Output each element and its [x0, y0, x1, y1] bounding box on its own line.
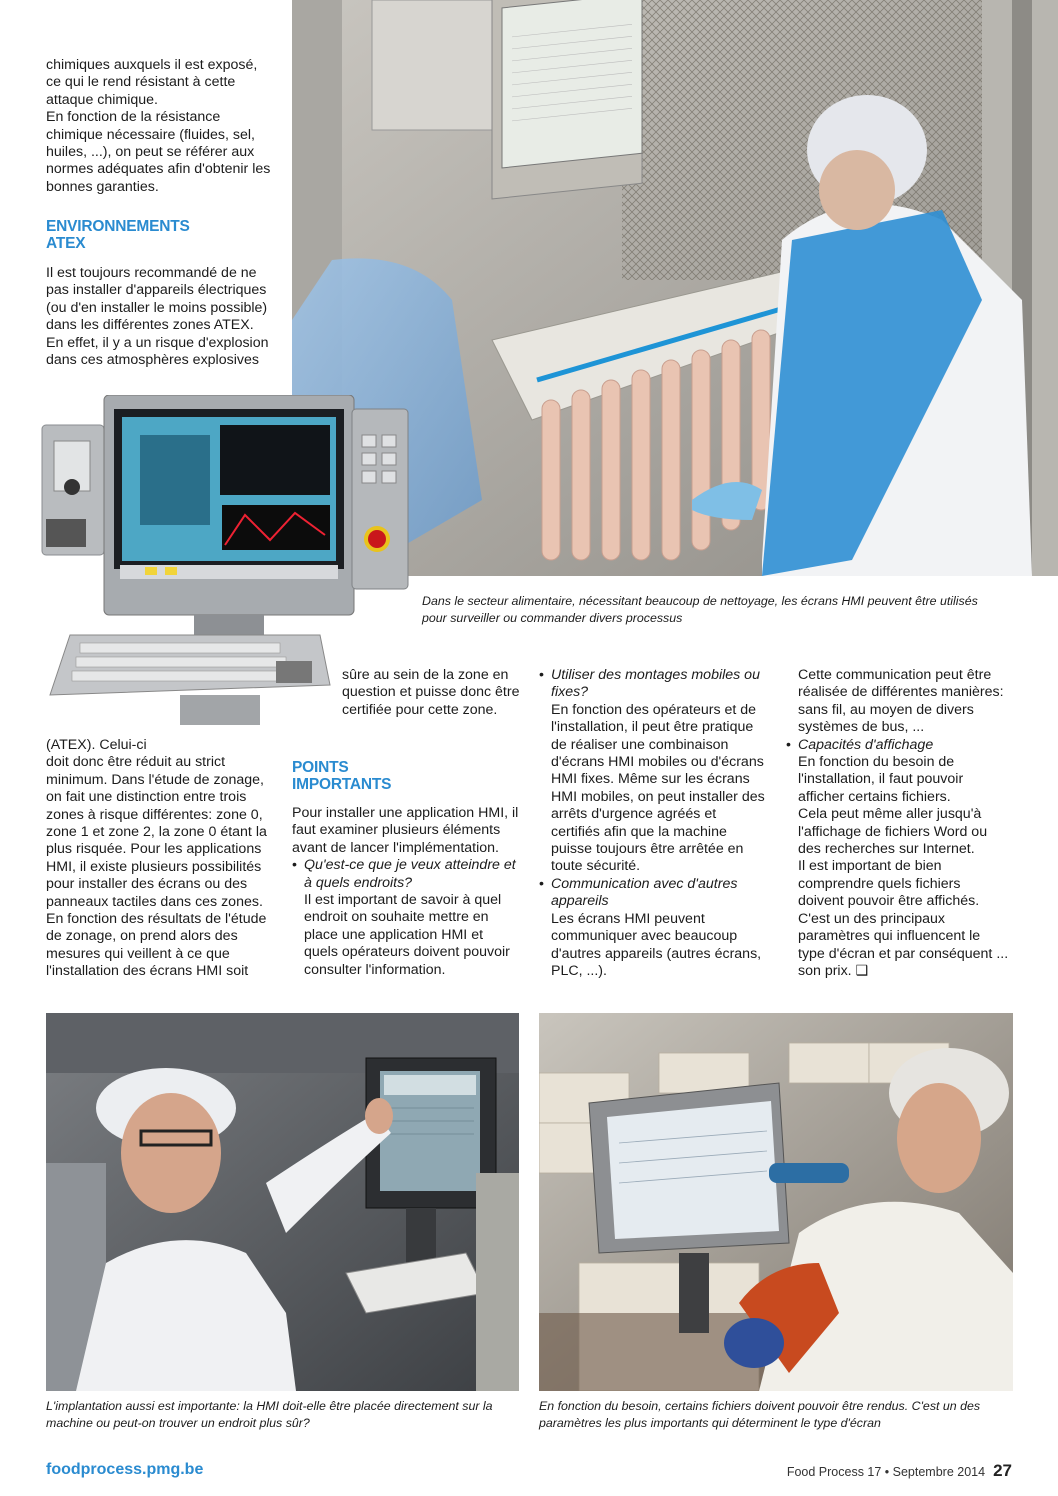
heading-environnements-atex [46, 219, 272, 252]
col2-bullet-1-title: • Qu'est-ce que je veux atteindre et à quels endroits? [304, 857, 516, 891]
col1-paragraph-4: En effet, il y a un risque d'explosion dans ces atmosphères explosives [46, 334, 269, 369]
col4-bullet-1-text-4-content: C'est un des principaux paramètres qui influencent le type d'écran et par conséquent ... son prix. [798, 910, 1009, 979]
col3-bullet-2 [539, 876, 767, 980]
col1-bottom-text [46, 737, 272, 981]
col4-text [786, 667, 1010, 980]
col1-paragraph-2: En fonction de la résistance chimique nécessaire (fluides, sel, huiles, ...), on peut se référer aux normes adéquates afin d'obtenir les bonnes garanties. [46, 109, 271, 195]
footer-issue: Food Process 17 • Septembre 2014 [786, 1465, 986, 1479]
col3-bullet-1-text: En fonction des opérateurs et de l'installation, il peut être pratique de réaliser une combinaison d'écrans HMI mobiles ou d'écrans HMI fixes. Même sur les écrans HMI mobiles, on peut installer des arrêts d'urgence agréés et certifiés afin que la machine puisse toujours être arrêtée en toute sécurité. [551, 701, 765, 875]
col3-text [539, 667, 767, 980]
col1-bottom-paragraph-2: doit donc être réduit au strict minimum. Dans l'étude de zonage, on fait une distinction entre trois zones à risque différentes: zone 0, zone 1 et zone 2, la zone 0 étant la plus risquée. Pour les applications HMI, il existe plusieurs possibilités pour installer des écrans ou des panneaux tactiles dans ces zones. En fonction des résultats de l'étude de zonage, on prend alors des mesures qui veillent à ce que l'installation des écrans HMI soit [46, 754, 267, 980]
caption-bottom-right: En fonction du besoin, certains fichiers doivent pouvoir être rendus. C'est un des paramètres les plus importants qui déterminent le type d'écran [539, 1399, 981, 1430]
col4-bullet-1-text-4 [798, 911, 1010, 981]
col4-bullet-1-title: • Capacités d'affichage [798, 736, 934, 753]
footer-right [787, 1461, 1012, 1481]
footer-url[interactable]: foodprocess.pmg.be [46, 1461, 204, 1478]
col2-intro: sûre au sein de la zone en question et puisse donc être certifiée pour cette zone. [342, 667, 520, 718]
col1-paragraph-3: Il est toujours recommandé de ne pas installer d'appareils électriques (ou d'en installer le moins possible) dans les différentes zones ATEX. [46, 265, 268, 334]
col4-bullet-1-text-3: Il est important de bien comprendre quels fichiers doivent pouvoir être affichés. [798, 858, 980, 910]
col4-bullet-1 [786, 737, 1010, 981]
heading-points-importants [292, 760, 518, 793]
heading-environnements-line2: ATEX [46, 234, 86, 252]
col3-bullet-1-title: • Utiliser des montages mobiles ou fixes? [551, 667, 760, 701]
heading-points-line1: POINTS [292, 759, 349, 776]
col4-bullet-1-text-2: Cela peut même aller jusqu'à l'affichage de fichiers Word ou des recherches sur Internet. [798, 806, 988, 858]
col1-top-text [46, 57, 272, 196]
caption-bottom-left: L'implantation aussi est importante: la HMI doit-elle être placée directement sur la machine ou peut-on trouver un endroit plus sûr? [46, 1399, 493, 1430]
col3-bullet-2-text: Les écrans HMI peuvent communiquer avec beaucoup d'autres appareils (autres écrans, PLC, ...). [551, 910, 762, 979]
col1-atex-text [46, 265, 272, 369]
col4-bullet-1-text-1: En fonction du besoin de l'installation, il faut pouvoir afficher certains fichiers. [798, 754, 964, 805]
col2-bullet-1-text: Il est important de savoir à quel endroit on souhaite mettre en place une application HMI et quels opérateurs doivent pouvoir consulter l'information. [304, 892, 510, 978]
col2-bullet-1 [292, 857, 520, 979]
col4-paragraph-1: Cette communication peut être réalisée de différentes manières: sans fil, au moyen de divers systèmes de bus, ... [798, 667, 1004, 736]
photo-man-touchscreen-image [46, 1013, 519, 1391]
heading-environnements-line1: ENVIRONNEMENTS [46, 218, 190, 235]
heading-points-line2: IMPORTANTS [292, 775, 392, 793]
photo-woman-scanner [539, 1013, 1013, 1391]
col3-bullet-2-title: • Communication avec d'autres appareils [551, 875, 738, 910]
col3-bullet-1 [539, 667, 767, 876]
page-number: 27 [993, 1461, 1012, 1480]
col1-bottom-paragraph-1: (ATEX). Celui-ci [46, 737, 147, 753]
col2-paragraph-2: Pour installer une application HMI, il faut examiner plusieurs éléments avant de lancer l'implémentation. [292, 805, 519, 856]
col2-text [292, 805, 520, 979]
photo-woman-scanner-image [539, 1013, 1013, 1391]
caption-top: Dans le secteur alimentaire, nécessitant beaucoup de nettoyage, les écrans HMI peuvent être utilisés pour surveiller ou commander divers processus [422, 594, 978, 625]
end-mark-icon: ❑ [855, 962, 869, 979]
photo-man-touchscreen [46, 1013, 519, 1391]
col1-paragraph-1: chimiques auxquels il est exposé, ce qui le rend résistant à cette attaque chimique. [46, 57, 258, 108]
